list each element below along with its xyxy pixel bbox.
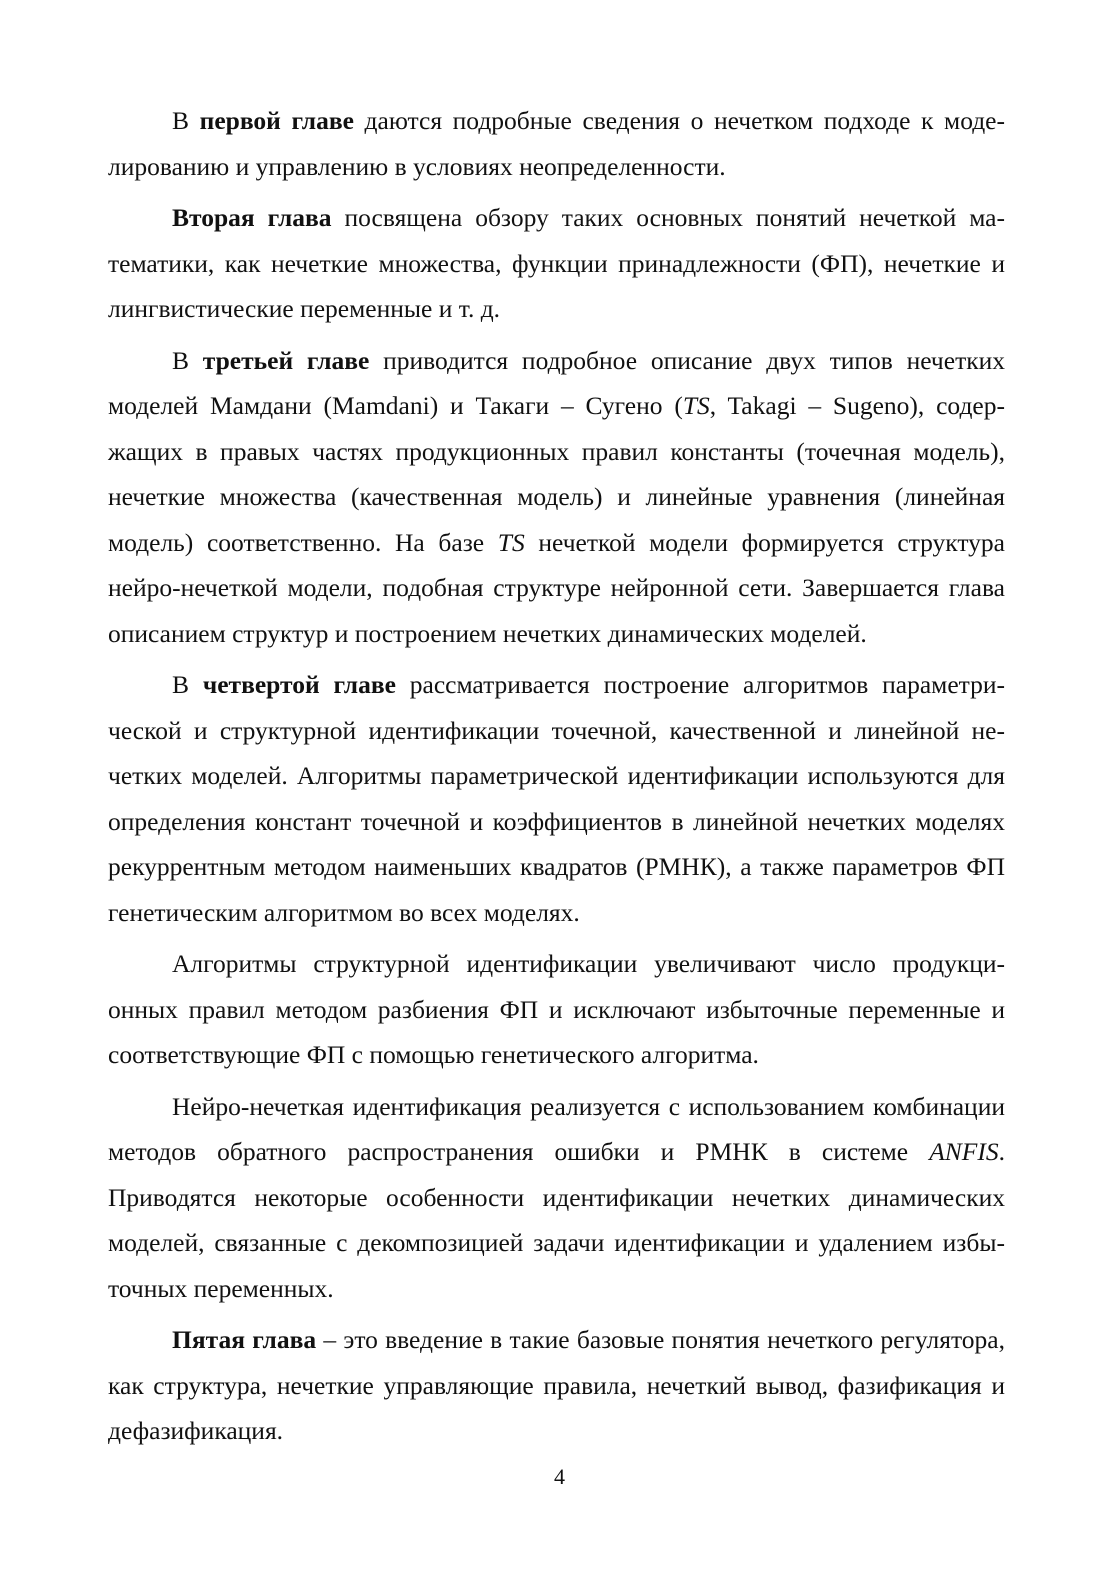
italic-term: TS	[682, 391, 710, 420]
italic-term: ANFIS	[929, 1137, 999, 1166]
text-run: – это введение в такие базовые понятия нечеткого регулятора, как структура, нечеткие управляющие правила, нечеткий вывод, фазификация и дефазификация.	[108, 1325, 1005, 1445]
text-run: , Takagi – Sugeno), содержащих в правых частях продукционных правил константы (точечная модель), нечеткие множества (качественная модель) и линейные уравнения (линейная модель) соответственно. На базе	[108, 391, 1005, 557]
bold-chapter-title: четвертой главе	[202, 670, 396, 699]
paragraph	[108, 1084, 1005, 1312]
text-run: В	[172, 106, 200, 135]
bold-chapter-title: Пятая глава	[172, 1325, 317, 1354]
paragraph	[108, 338, 1005, 657]
text-run: В	[172, 345, 203, 375]
text-run: приводится подробное описание двух типов нечетких моделей Мамдани (Mamdani) и Такаги – Сугено (	[108, 345, 1005, 420]
text-run: Алгоритмы структурной идентификации увеличивают число продукционных правил методом разбиения ФП и исключают избыточные переменные и соответствующие ФП с помощью генетического алгоритма.	[108, 949, 1005, 1069]
text-run: Нейро-нечеткая идентификация реализуется с использованием комбинации методов обратного распространения ошибки и РМНК в системе	[108, 1091, 1005, 1166]
text-run: посвящена обзору таких основных понятий нечеткой математики, как нечеткие множества, функции принадлежности (ФП), нечеткие и лингвистические переменные и т. д.	[108, 203, 1005, 323]
bold-chapter-title: третьей главе	[202, 345, 370, 375]
paragraph	[108, 941, 1005, 1078]
italic-term: TS	[497, 527, 525, 557]
text-run: . Приводятся некоторые особенности идентификации нечетких динамических моделей, связанные с декомпозицией задачи идентификации и удалением избыточных переменных.	[108, 1137, 1005, 1303]
text-run: В	[172, 670, 203, 699]
paragraph	[108, 662, 1005, 935]
bold-chapter-title: первой главе	[199, 106, 354, 135]
paragraph	[108, 1317, 1005, 1454]
paragraph	[108, 195, 1005, 332]
page-number: 4	[554, 1464, 565, 1489]
bold-chapter-title: Вторая глава	[172, 203, 332, 232]
text-run: даются подробные сведения о нечетком подходе к моделированию и управлению в условиях неопределенности.	[108, 106, 1005, 181]
text-run: нечеткой модели формируется структура нейро-нечеткой модели, подобная структуре нейронной сети. Завершается глава описанием структур и построением нечетких динамических моделей.	[108, 527, 1005, 648]
body-text	[108, 98, 1005, 1460]
paragraph	[108, 98, 1005, 189]
text-run: рассматривается построение алгоритмов параметрической и структурной идентификации точечной, качественной и линейной нечетких моделей. Алгоритмы параметрической идентификации используются для определения констант точечной и коэффициентов в линейной нечетких моделях рекуррентным методом наименьших квадратов (РМНК), а также параметров ФП генетическим алгоритмом во всех моделях.	[108, 670, 1005, 927]
